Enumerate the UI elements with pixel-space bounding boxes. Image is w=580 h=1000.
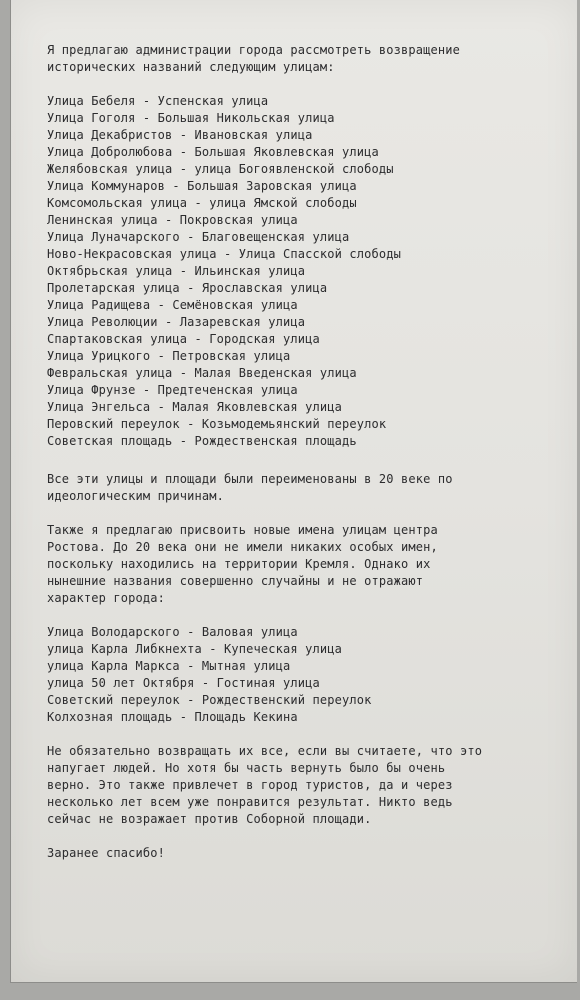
closing-line: несколько лет всем уже понравится результат. Никто ведь [47, 795, 453, 809]
list-item: Улица Володарского - Валовая улица [47, 625, 298, 639]
proposal-line: Ростова. До 20 века они не имели никаких особых имен, [47, 540, 438, 554]
list-item: Улица Луначарского - Благовещенская улица [47, 230, 350, 244]
list-item: Ленинская улица - Покровская улица [47, 213, 298, 227]
list-item: Ново-Некрасовская улица - Улица Спасской слободы [47, 247, 401, 261]
paper-sheet [10, 0, 577, 983]
list-item: Улица Добролюбова - Большая Яковлевская улица [47, 145, 379, 159]
reason-line: идеологическим причинам. [47, 489, 224, 503]
list-item: Улица Фрунзе - Предтеченская улица [47, 383, 298, 397]
closing-paragraph [47, 743, 547, 828]
proposal-line: поскольку находились на территории Кремля. Однако их [47, 557, 431, 571]
list-item: улица Карла Маркса - Мытная улица [47, 659, 291, 673]
list-item: улица Карла Либкнехта - Купеческая улица [47, 642, 342, 656]
list-item: Улица Гоголя - Большая Никольская улица [47, 111, 335, 125]
intro-line: исторических названий следующим улицам: [47, 60, 335, 74]
list-item: улица 50 лет Октября - Гостиная улица [47, 676, 320, 690]
list-item: Комсомольская улица - улица Ямской слободы [47, 196, 357, 210]
list-item: Улица Революции - Лазаревская улица [47, 315, 306, 329]
list-item: Советский переулок - Рождественский переулок [47, 693, 372, 707]
closing-line: сейчас не возражает против Соборной площади. [47, 812, 372, 826]
historical-renames-list [47, 93, 547, 450]
list-item: Улица Радищева - Семёновская улица [47, 298, 298, 312]
list-item: Улица Декабристов - Ивановская улица [47, 128, 313, 142]
thanks-line: Заранее спасибо! [47, 846, 165, 860]
proposal-line: характер города: [47, 591, 165, 605]
list-item: Пролетарская улица - Ярославская улица [47, 281, 328, 295]
proposal-line: нынешние названия совершенно случайны и не отражают [47, 574, 424, 588]
intro-paragraph [47, 42, 547, 76]
reason-paragraph [47, 471, 547, 505]
list-item: Желябовская улица - улица Богоявленской слободы [47, 162, 394, 176]
list-item: Колхозная площадь - Площадь Кекина [47, 710, 298, 724]
list-item: Советская площадь - Рождественская площадь [47, 434, 357, 448]
intro-line: Я предлагаю администрации города рассмотреть возвращение [47, 43, 460, 57]
list-item: Улица Коммунаров - Большая Заровская улица [47, 179, 357, 193]
proposal-paragraph [47, 522, 547, 607]
list-item: Улица Урицкого - Петровская улица [47, 349, 291, 363]
list-item: Спартаковская улица - Городская улица [47, 332, 320, 346]
closing-line: верно. Это также привлечет в город туристов, да и через [47, 778, 453, 792]
new-renames-list [47, 624, 547, 726]
closing-line: Не обязательно возвращать их все, если вы считаете, что это [47, 744, 483, 758]
closing-line: напугает людей. Но хотя бы часть вернуть было бы очень [47, 761, 446, 775]
list-item: Октябрьская улица - Ильинская улица [47, 264, 306, 278]
reason-line: Все эти улицы и площади были переименованы в 20 веке по [47, 472, 453, 486]
proposal-line: Также я предлагаю присвоить новые имена улицам центра [47, 523, 438, 537]
list-item: Перовский переулок - Козьмодемьянский переулок [47, 417, 387, 431]
letter-body [47, 42, 547, 862]
list-item: Улица Бебеля - Успенская улица [47, 94, 269, 108]
list-item: Февральская улица - Малая Введенская улица [47, 366, 357, 380]
list-item: Улица Энгельса - Малая Яковлевская улица [47, 400, 342, 414]
